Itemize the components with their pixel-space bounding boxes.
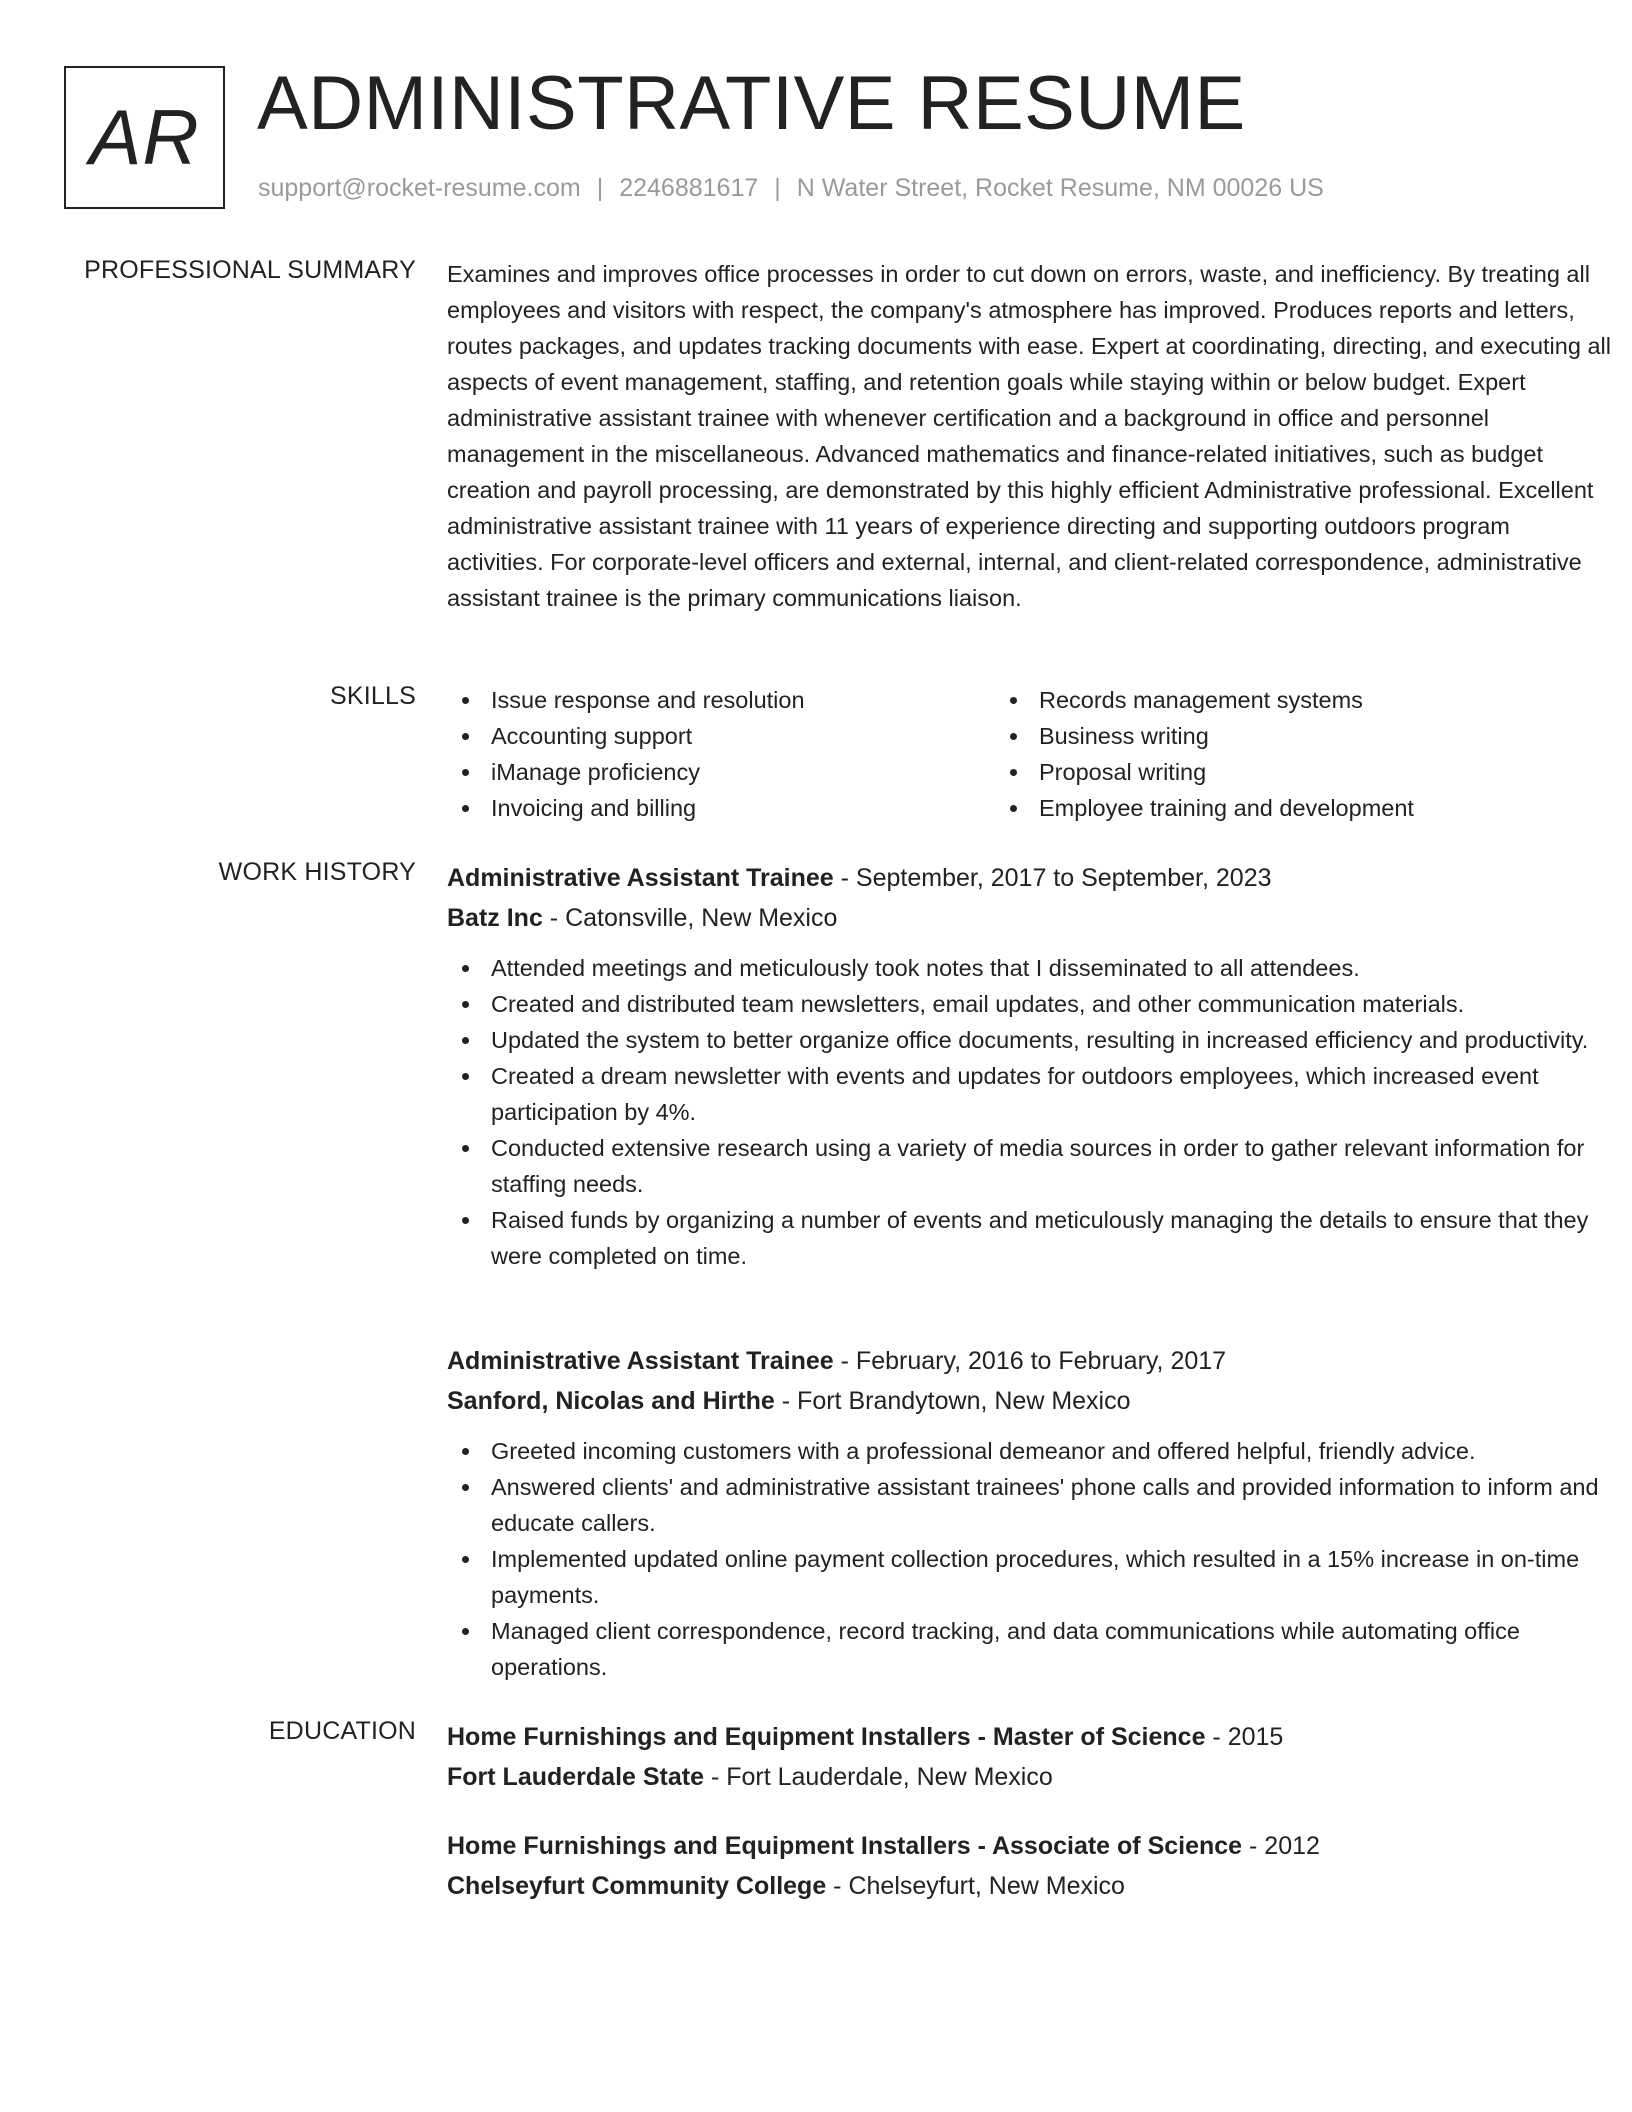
skill-item: Records management systems [995, 682, 1543, 718]
section-label-education: EDUCATION [268, 1717, 416, 1745]
contact-email[interactable]: support@rocket-resume.com [258, 174, 581, 202]
contact-line [258, 174, 1324, 203]
job-title: Administrative Assistant Trainee [447, 864, 834, 892]
job-bullet: Updated the system to better organize office documents, resulting in increased efficiency and productivity. [447, 1022, 1612, 1058]
skills-column-right [995, 682, 1543, 826]
skill-item: Invoicing and billing [447, 790, 995, 826]
degree-year: - 2015 [1205, 1723, 1284, 1751]
section-label-work-history: WORK HISTORY [218, 858, 416, 886]
job-bullet: Created a dream newsletter with events and updates for outdoors employees, which increased event participation by 4%. [447, 1058, 1612, 1130]
contact-address: N Water Street, Rocket Resume, NM 00026 US [796, 174, 1324, 202]
skill-item: Proposal writing [995, 754, 1543, 790]
job-entry [447, 1341, 1612, 1685]
skills-column-left [447, 682, 995, 826]
job-bullet: Raised funds by organizing a number of events and meticulously managing the details to ensure that they were completed on time. [447, 1202, 1612, 1274]
skill-item: Employee training and development [995, 790, 1543, 826]
degree-name: Home Furnishings and Equipment Installers - Master of Science [447, 1723, 1206, 1751]
job-org-line [447, 898, 1612, 938]
degree-line [447, 1717, 1612, 1757]
school-line [447, 1866, 1612, 1906]
school-line [447, 1757, 1612, 1797]
job-company: Batz Inc [447, 904, 543, 932]
degree-name: Home Furnishings and Equipment Installers - Associate of Science [447, 1832, 1243, 1860]
school-location: - Chelseyfurt, New Mexico [826, 1872, 1125, 1900]
skill-item: Accounting support [447, 718, 995, 754]
job-title-line [447, 1341, 1612, 1381]
skill-item: Business writing [995, 718, 1543, 754]
job-bullet: Conducted extensive research using a variety of media sources in order to gather relevant information for staffing needs. [447, 1130, 1612, 1202]
job-org-line [447, 1381, 1612, 1421]
contact-phone[interactable]: 2246881617 [619, 174, 759, 202]
degree-line [447, 1826, 1612, 1866]
job-bullet: Attended meetings and meticulously took notes that I disseminated to all attendees. [447, 950, 1612, 986]
job-company: Sanford, Nicolas and Hirthe [447, 1387, 775, 1415]
resume-title: ADMINISTRATIVE RESUME [257, 61, 1246, 146]
job-dates: - September, 2017 to September, 2023 [833, 864, 1272, 892]
job-bullets [447, 1433, 1612, 1685]
job-title: Administrative Assistant Trainee [447, 1347, 834, 1375]
job-title-line [447, 858, 1612, 898]
skills-list [447, 682, 1612, 826]
job-bullet: Answered clients' and administrative assistant trainees' phone calls and provided information to inform and educate callers. [447, 1469, 1612, 1541]
contact-separator: | [774, 174, 781, 202]
job-bullet: Implemented updated online payment collection procedures, which resulted in a 15% increase in on-time payments. [447, 1541, 1612, 1613]
job-dates: - February, 2016 to February, 2017 [833, 1347, 1227, 1375]
school-location: - Fort Lauderdale, New Mexico [704, 1763, 1053, 1791]
job-bullets [447, 950, 1612, 1274]
skill-item: Issue response and resolution [447, 682, 995, 718]
job-bullet: Created and distributed team newsletters, email updates, and other communication materials. [447, 986, 1612, 1022]
contact-separator: | [596, 174, 604, 202]
job-location: - Catonsville, New Mexico [542, 904, 838, 932]
school-name: Chelseyfurt Community College [447, 1872, 827, 1900]
resume-header [64, 61, 1564, 211]
job-location: - Fort Brandytown, New Mexico [774, 1387, 1131, 1415]
job-bullet: Greeted incoming customers with a professional demeanor and offered helpful, friendly advice. [447, 1433, 1612, 1469]
school-name: Fort Lauderdale State [447, 1763, 704, 1791]
monogram-logo: AR [64, 66, 225, 209]
education-entry [447, 1717, 1612, 1797]
job-bullet: Managed client correspondence, record tracking, and data communications while automating office operations. [447, 1613, 1612, 1685]
degree-year: - 2012 [1242, 1832, 1320, 1860]
summary-text: Examines and improves office processes in order to cut down on errors, waste, and inefficiency. By treating all employees and visitors with respect, the company's atmosphere has improved. Produces reports and letters, routes packages, and updates tracking documents with ease. Expert at coordinating, directing, and executing all aspects of event management, staffing, and retention goals while staying within or below budget. Expert administrative assistant trainee with whenever certification and a background in office and personnel management in the miscellaneous. Advanced mathematics and finance-related initiatives, such as budget creation and payroll processing, are demonstrated by this highly efficient Administrative professional. Excellent administrative assistant trainee with 11 years of experience directing and supporting outdoors program activities. For corporate-level officers and external, internal, and client-related correspondence, administrative assistant trainee is the primary communications liaison. [447, 261, 1611, 611]
job-entry [447, 858, 1612, 1274]
section-label-summary: PROFESSIONAL SUMMARY [84, 256, 416, 284]
skill-item: iManage proficiency [447, 754, 995, 790]
education-entry [447, 1826, 1612, 1906]
section-label-skills: SKILLS [330, 682, 416, 710]
